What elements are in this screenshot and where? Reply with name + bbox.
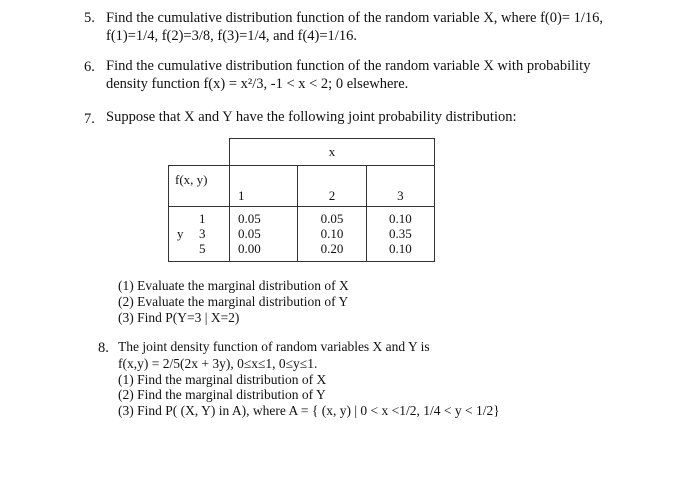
problem-7-part-3: (3) Find P(Y=3 | X=2) (118, 310, 240, 325)
y-variable-label: y (177, 226, 184, 241)
table-cell: 0.10 (388, 211, 412, 226)
x-variable-header: x (230, 139, 435, 166)
problem-8-part-1: (1) Find the marginal distribution of X (118, 372, 327, 387)
y-value-5: 5 (199, 241, 206, 256)
table-cell: 0.05 (238, 226, 261, 241)
joint-probability-table (168, 138, 435, 262)
problem-6-line-2: density function f(x) = x²/3, -1 < x < 2; 0 elsewhere. (106, 76, 409, 92)
x-value-2: 2 (298, 166, 366, 207)
y-label-column (169, 207, 230, 262)
table-cell: 0.20 (320, 241, 344, 256)
problem-6-line-1: Find the cumulative distribution function of the random variable X with probability (106, 58, 591, 74)
problem-8-line-1: The joint density function of random variables X and Y is (118, 339, 430, 354)
problem-7-line-1: Suppose that X and Y have the following joint probability distribution: (106, 109, 517, 125)
table-corner-text: f(x, y) (175, 172, 208, 187)
table-cell: 0.05 (320, 211, 344, 226)
problem-6-number: 6. (84, 59, 95, 75)
table-cell: 0.00 (238, 241, 261, 256)
x-value-3: 3 (366, 166, 434, 207)
problem-8-number: 8. (98, 340, 109, 356)
x-value-1: 1 (230, 166, 298, 207)
y-value-3: 3 (199, 226, 206, 241)
problem-5-line-1: Find the cumulative distribution function of the random variable X, where f(0)= 1/16, (106, 10, 604, 26)
problem-5-number: 5. (84, 10, 95, 26)
problem-5-line-2: f(1)=1/4, f(2)=3/8, f(3)=1/4, and f(4)=1/16. (106, 28, 357, 44)
problem-7-number: 7. (84, 111, 95, 127)
problem-7-part-2: (2) Evaluate the marginal distribution of Y (118, 294, 349, 309)
problem-7-part-1: (1) Evaluate the marginal distribution of X (118, 278, 349, 293)
table-cell: 0.10 (320, 226, 344, 241)
problem-8-part-3: (3) Find P( (X, Y) in A), where A = { (x, y) | 0 < x <1/2, 1/4 < y < 1/2} (118, 403, 500, 418)
table-cell: 0.35 (388, 226, 412, 241)
problem-8-line-2: f(x,y) = 2/5(2x + 3y), 0≤x≤1, 0≤y≤1. (118, 356, 318, 371)
table-cell: 0.05 (238, 211, 261, 226)
table-corner-label (169, 166, 230, 207)
problem-8-part-2: (2) Find the marginal distribution of Y (118, 387, 326, 402)
y-value-1: 1 (199, 211, 206, 226)
table-cell: 0.10 (388, 241, 412, 256)
